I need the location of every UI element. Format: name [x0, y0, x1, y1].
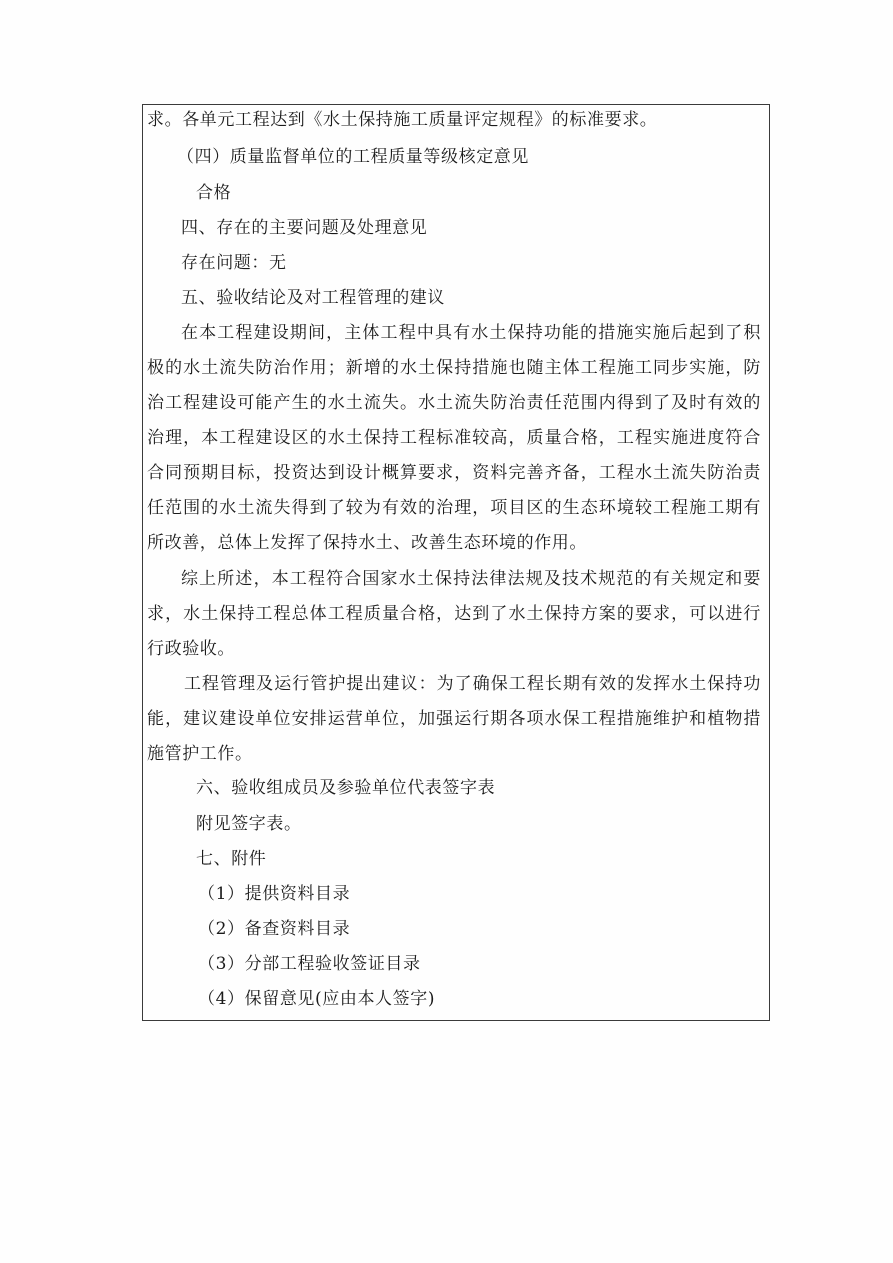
paragraph-conclusion-line: 所改善，总体上发挥了保持水土、改善生态环境的作用。: [147, 533, 587, 553]
heading-supervision-opinion: （四）质量监督单位的工程质量等级核定意见: [177, 147, 529, 167]
paragraph-suggestion-line: 能，建议建设单位安排运营单位，加强运行期各项水保工程措施维护和植物措: [147, 709, 761, 729]
attachment-item: （2）备查资料目录: [198, 919, 351, 939]
text-line-see-signature: 附见签字表。: [196, 814, 302, 834]
heading-attachments: 七、附件: [196, 849, 267, 869]
heading-acceptance-conclusion: 五、验收结论及对工程管理的建议: [181, 288, 445, 308]
paragraph-conclusion-line: 治理，本工程建设区的水土保持工程标准较高，质量合格，工程实施进度符合: [147, 428, 761, 448]
text-line-standard-requirement: 求。各单元工程达到《水土保持施工质量评定规程》的标准要求。: [147, 110, 658, 130]
paragraph-summary-line: 求，水土保持工程总体工程质量合格，达到了水土保持方案的要求，可以进行: [147, 604, 761, 624]
paragraph-summary-line: 综上所述，本工程符合国家水土保持法律法规及技术规范的有关规定和要: [181, 569, 761, 589]
text-line-problems-none: 存在问题：无: [181, 253, 287, 273]
attachment-item: （3）分部工程验收签证目录: [198, 954, 421, 974]
paragraph-conclusion-line: 任范围的水土流失得到了较为有效的治理，项目区的生态环境较工程施工期有: [147, 498, 761, 518]
text-line-qualified: 合格: [196, 183, 232, 203]
attachment-item: （1）提供资料目录: [198, 884, 351, 904]
heading-signature-table: 六、验收组成员及参验单位代表签字表: [196, 778, 496, 798]
heading-main-problems: 四、存在的主要问题及处理意见: [181, 218, 428, 238]
paragraph-summary-line: 行政验收。: [147, 639, 235, 659]
paragraph-suggestion-line: 施管护工作。: [147, 744, 253, 764]
paragraph-conclusion-line: 合同预期目标，投资达到设计概算要求，资料完善齐备，工程水土流失防治责: [147, 463, 761, 483]
attachment-item: （4）保留意见(应由本人签字): [198, 989, 436, 1009]
paragraph-conclusion-line: 极的水土流失防治作用；新增的水土保持措施也随主体工程施工同步实施，防: [147, 358, 761, 378]
paragraph-conclusion-line: 在本工程建设期间，主体工程中具有水土保持功能的措施实施后起到了积: [181, 323, 761, 343]
paragraph-suggestion-line: 工程管理及运行管护提出建议：为了确保工程长期有效的发挥水土保持功: [184, 674, 761, 694]
paragraph-conclusion-line: 治工程建设可能产生的水土流失。水土流失防治责任范围内得到了及时有效的: [147, 393, 761, 413]
